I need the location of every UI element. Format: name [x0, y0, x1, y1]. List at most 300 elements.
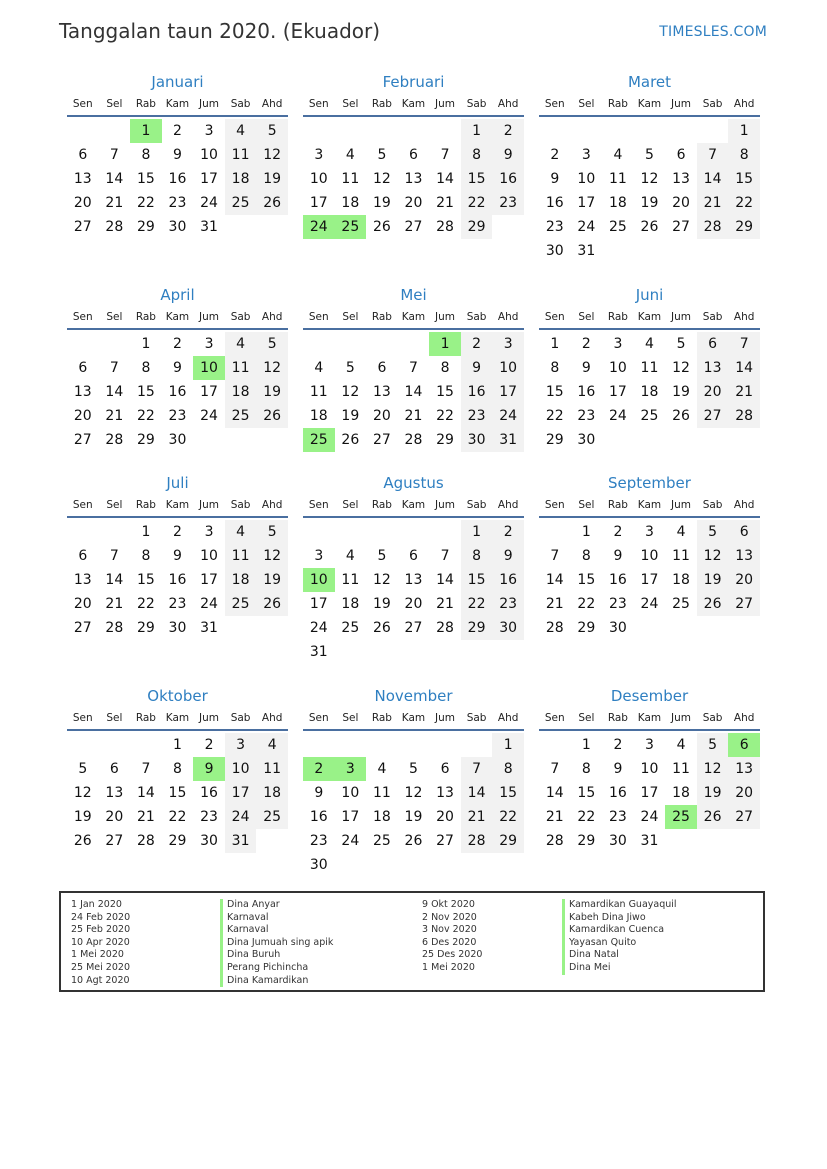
day-cell: 8 — [173, 761, 182, 777]
day-cell: 9 — [461, 356, 493, 380]
day-cell: 2 — [303, 757, 335, 781]
empty-cell — [225, 616, 257, 640]
weekday-label: Sen — [72, 712, 93, 724]
holiday-legend — [59, 891, 765, 992]
day-cell: 5 — [256, 119, 288, 143]
day-cell: 16 — [577, 384, 596, 400]
day-cell: 13 — [73, 572, 92, 588]
weekday-label: Sab — [702, 712, 723, 724]
day-cell: 3 — [645, 737, 654, 753]
day-cell: 31 — [640, 833, 659, 849]
empty-cell — [728, 829, 760, 853]
day-cell: 22 — [545, 408, 564, 424]
day-cell: 16 — [608, 572, 627, 588]
day-cell: 28 — [697, 215, 729, 239]
day-cell: 15 — [545, 384, 564, 400]
day-cell: 16 — [168, 171, 187, 187]
day-cell: 18 — [225, 568, 257, 592]
day-cell: 3 — [204, 123, 214, 139]
day-cell: 8 — [581, 548, 591, 564]
empty-cell — [697, 616, 729, 640]
day-cell: 29 — [136, 219, 155, 235]
day-cell: 5 — [256, 332, 288, 356]
month-april — [67, 285, 288, 452]
empty-cell — [634, 119, 666, 143]
empty-cell — [429, 733, 461, 757]
weekday-label: Kam — [401, 499, 426, 511]
day-cell: 22 — [461, 191, 493, 215]
day-cell: 19 — [256, 167, 288, 191]
weekday-label: Kam — [165, 311, 190, 323]
day-cell: 22 — [728, 191, 760, 215]
day-cell: 1 — [550, 336, 560, 352]
empty-cell — [366, 733, 398, 757]
day-cell: 19 — [672, 384, 690, 400]
day-cell: 4 — [256, 733, 288, 757]
day-cell: 23 — [168, 408, 187, 424]
day-cell: 30 — [608, 833, 627, 849]
day-cell: 18 — [309, 408, 328, 424]
day-cell: 29 — [136, 620, 155, 636]
day-cell: 13 — [372, 384, 391, 400]
day-cell: 8 — [141, 147, 151, 163]
empty-cell — [256, 829, 288, 853]
empty-cell — [697, 829, 729, 853]
weekday-label: Ahd — [497, 98, 519, 110]
day-cell: 14 — [545, 572, 564, 588]
day-cell: 30 — [200, 833, 218, 849]
day-cell: 12 — [640, 171, 659, 187]
day-cell: 4 — [314, 360, 324, 376]
day-cell: 24 — [577, 219, 596, 235]
day-cell: 24 — [200, 408, 218, 424]
day-cell: 20 — [728, 781, 760, 805]
day-grid — [539, 332, 760, 452]
weekday-label: Ahd — [733, 98, 755, 110]
day-cell: 28 — [436, 620, 454, 636]
day-cell: 17 — [492, 380, 524, 404]
empty-cell — [398, 853, 430, 877]
weekday-label: Sen — [544, 98, 565, 110]
weekday-label: Sab — [466, 98, 487, 110]
day-grid — [303, 733, 524, 877]
empty-cell — [366, 640, 398, 664]
weekday-label: Kam — [637, 98, 662, 110]
empty-cell — [256, 215, 288, 239]
empty-cell — [256, 616, 288, 640]
day-cell: 26 — [640, 219, 659, 235]
day-cell: 9 — [173, 548, 182, 564]
day-cell: 9 — [581, 360, 591, 376]
day-cell: 26 — [372, 219, 391, 235]
day-cell: 6 — [728, 520, 760, 544]
day-cell: 14 — [136, 785, 155, 801]
day-cell: 26 — [672, 408, 690, 424]
holiday-date: 1 Mei 2020 — [422, 961, 475, 973]
day-cell: 6 — [440, 761, 450, 777]
day-cell: 1 — [581, 524, 591, 540]
weekday-label: Kam — [165, 98, 190, 110]
page-title: Tanggalan taun 2020. (Ekuador) — [59, 19, 381, 43]
legend-right-names — [562, 899, 677, 975]
empty-cell — [602, 239, 634, 263]
day-cell: 28 — [105, 432, 124, 448]
empty-cell — [303, 119, 335, 143]
day-cell: 24 — [200, 195, 218, 211]
day-cell: 7 — [550, 548, 560, 564]
day-cell: 13 — [73, 171, 92, 187]
day-cell: 4 — [676, 737, 686, 753]
day-cell: 8 — [728, 143, 760, 167]
day-cell: 19 — [697, 781, 729, 805]
weekday-header — [67, 496, 288, 518]
day-cell: 10 — [193, 356, 225, 380]
day-cell: 27 — [728, 805, 760, 829]
day-cell: 28 — [545, 620, 564, 636]
day-cell: 4 — [377, 761, 387, 777]
empty-cell — [398, 119, 430, 143]
day-cell: 19 — [256, 380, 288, 404]
day-cell: 27 — [73, 432, 92, 448]
month-name: Januari — [151, 73, 204, 91]
empty-cell — [429, 640, 461, 664]
empty-cell — [665, 616, 697, 640]
day-cell: 19 — [640, 195, 659, 211]
day-cell: 25 — [225, 592, 257, 616]
weekday-label: Jum — [199, 311, 220, 323]
day-cell: 26 — [256, 592, 288, 616]
day-cell: 5 — [377, 548, 387, 564]
day-cell: 1 — [429, 332, 461, 356]
day-cell: 23 — [545, 219, 564, 235]
legend-left-dates — [71, 899, 130, 987]
day-cell: 21 — [545, 596, 564, 612]
day-cell: 15 — [577, 785, 596, 801]
month-name: September — [608, 474, 691, 492]
empty-cell — [634, 428, 666, 452]
empty-cell — [193, 428, 225, 452]
empty-cell — [366, 520, 398, 544]
day-cell: 20 — [436, 809, 454, 825]
day-cell: 18 — [256, 781, 288, 805]
month-name: April — [160, 286, 195, 304]
day-cell: 9 — [492, 544, 524, 568]
day-cell: 23 — [577, 408, 596, 424]
day-cell: 22 — [577, 596, 596, 612]
day-cell: 2 — [173, 336, 182, 352]
day-cell: 26 — [256, 191, 288, 215]
empty-cell — [67, 332, 99, 356]
day-grid — [67, 520, 288, 640]
legend-left-names — [220, 899, 333, 987]
holiday-name: Dina Mei — [562, 962, 677, 975]
day-cell: 25 — [341, 620, 360, 636]
day-cell: 30 — [309, 857, 328, 873]
weekday-label: Sel — [106, 98, 123, 110]
day-cell: 1 — [492, 733, 524, 757]
day-cell: 27 — [73, 620, 92, 636]
day-cell: 24 — [640, 809, 659, 825]
day-cell: 19 — [372, 596, 391, 612]
empty-cell — [571, 119, 603, 143]
day-cell: 9 — [173, 360, 182, 376]
weekday-label: Jum — [199, 712, 220, 724]
day-cell: 11 — [640, 360, 659, 376]
day-cell: 29 — [168, 833, 187, 849]
day-cell: 16 — [200, 785, 218, 801]
weekday-label: Jum — [671, 311, 692, 323]
day-cell: 6 — [78, 360, 88, 376]
day-cell: 31 — [225, 829, 257, 853]
weekday-label: Sel — [578, 98, 595, 110]
day-cell: 10 — [200, 147, 218, 163]
day-cell: 7 — [440, 147, 450, 163]
day-cell: 2 — [461, 332, 493, 356]
weekday-label: Sen — [308, 712, 329, 724]
day-cell: 28 — [728, 404, 760, 428]
day-cell: 11 — [225, 143, 257, 167]
day-cell: 12 — [672, 360, 690, 376]
month-name: Mei — [400, 286, 427, 304]
month-juli — [67, 473, 288, 640]
empty-cell — [99, 520, 131, 544]
day-cell: 9 — [492, 143, 524, 167]
weekday-label: Sab — [466, 311, 487, 323]
day-cell: 6 — [409, 548, 418, 564]
day-cell: 25 — [372, 833, 391, 849]
day-cell: 17 — [200, 171, 218, 187]
holiday-date: 25 Mei 2020 — [71, 961, 130, 973]
weekday-label: Kam — [637, 311, 662, 323]
day-cell: 13 — [404, 171, 423, 187]
day-cell: 3 — [335, 757, 367, 781]
day-cell: 17 — [640, 572, 659, 588]
day-cell: 7 — [697, 143, 729, 167]
holiday-date: 1 Jan 2020 — [71, 899, 122, 910]
day-cell: 29 — [136, 432, 155, 448]
day-cell: 18 — [341, 195, 360, 211]
day-cell: 13 — [672, 171, 690, 187]
empty-cell — [429, 119, 461, 143]
day-cell: 20 — [404, 195, 423, 211]
day-cell: 2 — [173, 123, 182, 139]
day-cell: 8 — [492, 757, 524, 781]
day-cell: 10 — [608, 360, 627, 376]
weekday-label: Sel — [342, 98, 359, 110]
day-cell: 18 — [672, 785, 690, 801]
month-name: Maret — [627, 73, 672, 91]
weekday-label: Ahd — [261, 712, 283, 724]
day-cell: 23 — [168, 596, 187, 612]
month-agustus — [303, 473, 524, 664]
day-cell: 23 — [309, 833, 328, 849]
day-cell: 7 — [109, 548, 119, 564]
brand-link[interactable]: TIMESLES.COM — [659, 24, 767, 40]
day-cell: 5 — [256, 520, 288, 544]
empty-cell — [665, 428, 697, 452]
day-cell: 3 — [204, 336, 214, 352]
holiday-date: 25 Feb 2020 — [71, 924, 131, 936]
holiday-name: Karnaval — [220, 924, 333, 937]
day-cell: 8 — [550, 360, 560, 376]
day-cell: 14 — [105, 572, 124, 588]
empty-cell — [366, 119, 398, 143]
day-cell: 14 — [105, 171, 124, 187]
month-name: Agustus — [383, 474, 444, 492]
weekday-label: Sel — [578, 712, 595, 724]
weekday-label: Sen — [544, 712, 565, 724]
day-cell: 16 — [168, 384, 187, 400]
day-cell: 2 — [613, 524, 623, 540]
weekday-label: Sen — [72, 311, 93, 323]
day-cell: 18 — [640, 384, 659, 400]
day-cell: 5 — [645, 147, 654, 163]
day-cell: 30 — [492, 616, 524, 640]
weekday-header — [303, 308, 524, 330]
day-cell: 1 — [581, 737, 591, 753]
weekday-label: Ahd — [733, 499, 755, 511]
day-cell: 27 — [372, 432, 391, 448]
day-grid — [539, 119, 760, 263]
empty-cell — [461, 733, 493, 757]
day-cell: 18 — [225, 380, 257, 404]
day-cell: 20 — [672, 195, 690, 211]
month-juni — [539, 285, 760, 452]
day-cell: 5 — [697, 733, 729, 757]
weekday-label: Sel — [578, 311, 595, 323]
weekday-label: Ahd — [497, 499, 519, 511]
weekday-header — [539, 709, 760, 731]
day-cell: 13 — [105, 785, 124, 801]
holiday-date: 9 Okt 2020 — [422, 899, 475, 910]
empty-cell — [602, 119, 634, 143]
day-cell: 6 — [697, 332, 729, 356]
day-cell: 16 — [492, 167, 524, 191]
day-cell: 12 — [73, 785, 92, 801]
day-cell: 2 — [204, 737, 214, 753]
day-cell: 18 — [225, 167, 257, 191]
day-cell: 21 — [105, 195, 124, 211]
day-cell: 21 — [697, 191, 729, 215]
day-cell: 15 — [136, 171, 155, 187]
empty-cell — [461, 640, 493, 664]
day-grid — [303, 332, 524, 452]
empty-cell — [398, 520, 430, 544]
weekday-label: Rab — [135, 712, 156, 724]
day-cell: 27 — [728, 592, 760, 616]
day-cell: 20 — [697, 380, 729, 404]
empty-cell — [398, 640, 430, 664]
day-cell: 15 — [492, 781, 524, 805]
empty-cell — [429, 853, 461, 877]
day-cell: 30 — [608, 620, 627, 636]
empty-cell — [225, 215, 257, 239]
day-cell: 26 — [73, 833, 92, 849]
day-cell: 6 — [676, 147, 686, 163]
day-cell: 11 — [341, 572, 360, 588]
holiday-name: Dina Jumuah sing apik — [220, 937, 333, 950]
weekday-label: Kam — [401, 98, 426, 110]
day-cell: 28 — [436, 219, 454, 235]
day-cell: 14 — [105, 384, 124, 400]
day-cell: 7 — [409, 360, 418, 376]
holiday-name: Yayasan Quito — [562, 937, 677, 950]
day-cell: 22 — [136, 195, 155, 211]
empty-cell — [539, 733, 571, 757]
weekday-label: Ahd — [497, 712, 519, 724]
day-cell: 1 — [141, 524, 151, 540]
day-cell: 20 — [73, 596, 92, 612]
day-cell: 3 — [613, 336, 623, 352]
day-cell: 16 — [545, 195, 564, 211]
weekday-header — [303, 496, 524, 518]
empty-cell — [728, 616, 760, 640]
empty-cell — [366, 853, 398, 877]
day-cell: 27 — [436, 833, 454, 849]
day-cell: 18 — [341, 596, 360, 612]
day-cell: 15 — [461, 568, 493, 592]
day-cell: 2 — [613, 737, 623, 753]
day-cell: 11 — [608, 171, 627, 187]
day-cell: 5 — [377, 147, 387, 163]
day-cell: 11 — [372, 785, 391, 801]
weekday-label: Rab — [135, 499, 156, 511]
weekday-label: Jum — [199, 499, 220, 511]
weekday-label: Sab — [702, 499, 723, 511]
empty-cell — [335, 640, 367, 664]
weekday-label: Ahd — [497, 311, 519, 323]
month-oktober — [67, 686, 288, 853]
day-cell: 14 — [545, 785, 564, 801]
day-cell: 24 — [341, 833, 360, 849]
weekday-label: Jum — [671, 712, 692, 724]
day-cell: 14 — [436, 171, 454, 187]
day-cell: 17 — [225, 781, 257, 805]
day-cell: 4 — [676, 524, 686, 540]
weekday-label: Sel — [106, 499, 123, 511]
day-cell: 5 — [676, 336, 686, 352]
day-cell: 7 — [141, 761, 151, 777]
day-cell: 14 — [436, 572, 454, 588]
weekday-label: Jum — [435, 712, 456, 724]
weekday-label: Rab — [371, 499, 392, 511]
day-cell: 8 — [461, 544, 493, 568]
day-cell: 29 — [728, 215, 760, 239]
day-cell: 21 — [436, 195, 454, 211]
day-cell: 3 — [314, 548, 324, 564]
day-cell: 25 — [225, 404, 257, 428]
day-cell: 13 — [728, 757, 760, 781]
day-cell: 23 — [492, 191, 524, 215]
legend-right-dates — [422, 899, 482, 975]
day-cell: 9 — [613, 761, 623, 777]
weekday-label: Sen — [308, 311, 329, 323]
holiday-date: 25 Des 2020 — [422, 949, 483, 961]
day-cell: 11 — [309, 384, 328, 400]
day-cell: 16 — [492, 568, 524, 592]
weekday-label: Jum — [199, 98, 220, 110]
empty-cell — [67, 119, 99, 143]
empty-cell — [335, 520, 367, 544]
month-november — [303, 686, 524, 877]
day-cell: 11 — [672, 548, 690, 564]
day-cell: 30 — [168, 620, 187, 636]
day-cell: 26 — [372, 620, 391, 636]
month-name: Oktober — [147, 687, 208, 705]
day-cell: 5 — [78, 761, 88, 777]
day-cell: 11 — [225, 544, 257, 568]
holiday-name: Perang Pichincha — [220, 962, 333, 975]
